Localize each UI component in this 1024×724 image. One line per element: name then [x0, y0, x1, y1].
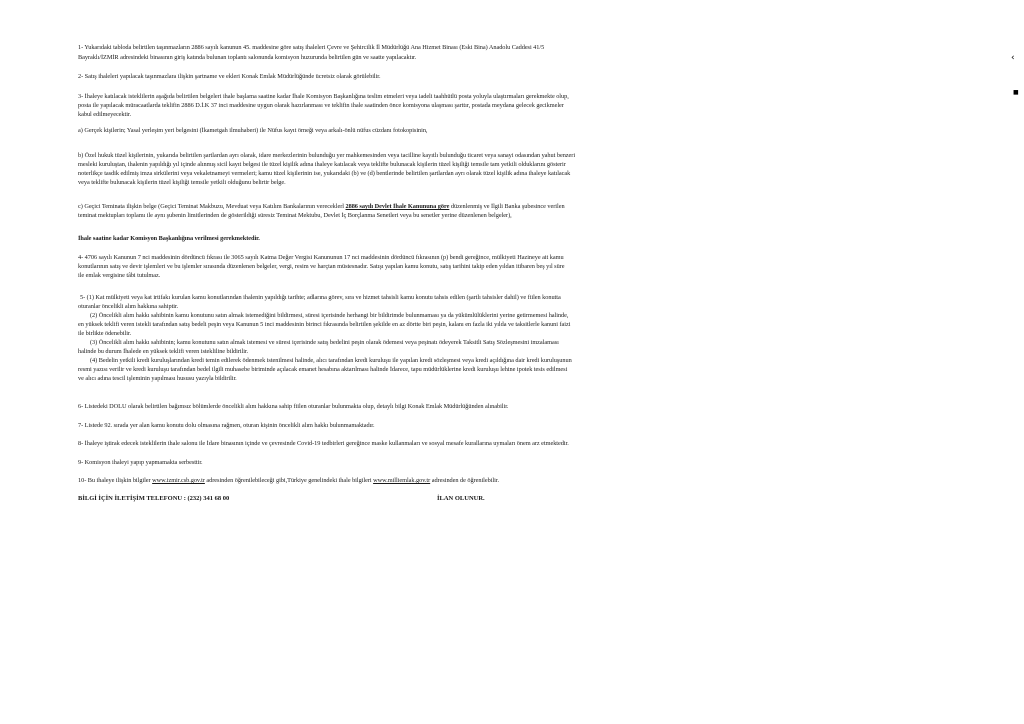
paragraph-7: 7- Listede 92. sırada yer alan kamu konutu dolu olmasına rağmen, oturan kişinin öncelikli alım hakkı bulunmamaktadır.	[78, 422, 375, 429]
paragraph-3-line-1: 3- İhaleye katılacak isteklilerin aşağıda belirtilen belgeleri ihale başlama saatine kadar İhale Komisyon Başkanlığına teslim etmeleri veya iadeli taahhütlü posta yoluyla ulaştırmaları gerekmekte olup,	[78, 93, 569, 100]
margin-mark-bottom: ■	[1013, 89, 1019, 96]
announcement-closing: İLAN OLUNUR.	[437, 495, 485, 502]
paragraph-8: 8- İhaleye iştirak edecek isteklilerin ihale salonu ile İdare binasının içinde ve çevresinde Covid-19 tedbirleri gereğince maske kullanmaları ve sosyal mesafe kurallarına uymaları önem arz etmektedir.	[78, 440, 569, 447]
paragraph-5-line-8: (4) Bedelin yetkili kredi kuruluşlarından kredi temin edilerek ödenmek istenilmesi halinde, alıcı tarafından kredi kuruluşu ile yapılan kredi sözleşmesi veya kredi açıldığına dair kredi kuruluşunun	[90, 357, 572, 364]
paragraph-5-line-3: (2) Öncelikli alım hakkı sahibinin kamu konutunu satın almak istemediğini bildirmesi, süresi içerisinde herhangi bir bildirimde bulunmaması ya da yükümlülüklerini yerine getirmemesi halinde,	[90, 312, 569, 319]
paragraph-3c-line-1	[78, 203, 938, 211]
paragraph-3-line-2: posta ile yapılacak müracaatlarda teklifin 2886 D.İ.K 37 inci maddesine uygun olarak hazırlanması ve teklifin ihale saatinden önce komisyona ulaşması şarttır, postada meydana gelecek gecikmeler	[78, 102, 564, 109]
law-reference: 2886 sayılı Devlet İhale Kanununa göre	[345, 203, 450, 210]
paragraph-3-line-3: kabul edilmeyecektir.	[78, 111, 132, 118]
paragraph-5-line-10: ve alıcı adına tescil işleminin yapılması hususu yazıyla bildirilir.	[78, 375, 237, 382]
paragraph-3c-text: c) Geçici Teminata ilişkin belge (Geçici Teminat Makbuzu, Mevduat veya Katılım Bankalarının vereceklerl	[78, 203, 346, 210]
paragraph-2: 2- Satış ihaleleri yapılacak taşınmazlara ilişkin şartname ve ekleri Konak Emlak Müdürlüğünde ücretsiz olarak görülebilir.	[78, 73, 381, 80]
paragraph-4-line-2: konutlarının satış ve devir işlemleri ve bu işlemler sırasında düzenlenen belgeler, vergi, resim ve harçtan müstesnadır. Satışı yapılan kamu konutu, satış tarihini takip eden yıldan itibaren beş yıl süre	[78, 263, 565, 270]
paragraph-3b-line-4: veya teklifte bulunacak kişilerin tüzel kişiliği temsile yetkili olduğunu belirtir belge.	[78, 179, 286, 186]
paragraph-3c-text-end: düzenlenmiş ve İlgili Banka şubesince verilen	[449, 203, 565, 210]
paragraph-10-text-mid: adresinden öğrenilebileceği gibi,Türkiye genelindeki ihale bilgileri	[204, 477, 374, 484]
paragraph-6: 6- Listedeki DOLU olarak belirtilen bağımsız bölümlerde öncelikli alım hakkına sahip fiilen oturanlar bulunmakta olup, detaylı bilgi Konak Emlak Müdürlüğünden alınabilir.	[78, 403, 509, 410]
paragraph-9: 9- Komisyon ihaleyi yapıp yapmamakta serbesttir.	[78, 459, 203, 466]
paragraph-4-line-3: ile emlak vergisine tâbi tutulmaz.	[78, 272, 161, 279]
milliemlak-link[interactable]: www.milliemlak.gov.tr	[373, 477, 431, 484]
paragraph-1-line-1: 1- Yukarıdaki tabloda belirtilen taşınmazların 2886 sayılı kanunun 45. maddesine göre satış ihaleleri Çevre ve Şehircilik İl Müdürlüğü Ana Hizmet Binası (Eski Bina) Anadolu Caddesi 41/5	[78, 44, 545, 51]
paragraph-3b-line-1: b) Özel hukuk tüzel kişilerinin, yukarıda belirtilen şartlardan ayrı olarak, idare merkezlerinin bulunduğu yer mahkemesinden veya tacilline kayıtlı bulunduğu ticaret veya sanayi odasından yahut benzeri	[78, 152, 576, 159]
izmir-csb-link[interactable]: www.izmir.csb.gov.tr	[152, 477, 205, 484]
margin-mark-top: ‹	[1011, 53, 1015, 63]
paragraph-10	[78, 477, 938, 485]
paragraph-3c-line-2: teminat mektupları toplamı ile aynı şubenin limitlerinden de gösterildiği süresiz Teminat Mektubu, Devlet İç Borçlanma Senetleri veya bu senetler yerine düzenlenen belgeler),	[78, 212, 512, 219]
paragraph-3b-line-2: mesleki kuruluştan, ihalenin yapıldığı yıl içinde alınmış sicil kayıt belgesi ile tüzel kişilik adına ihaleye katılacak veya teklifte bulunacak kişilerin tüzel kişiliği temsile tam yetkili olduklarını gösterir	[78, 161, 566, 168]
contact-phone: BİLGİ İÇİN İLETİŞİM TELEFONU : (232) 341 68 00	[78, 495, 230, 502]
paragraph-3b-line-3: noterlikçe tasdik edilmiş imza sirkülerini veya vekaletnameyi vermeleri; kamu tüzel kişilerinin ise, yukarıdaki (b) ve (d) bentlerinde belirtilen şartlardan ayrı olarak tüzel kişilik adına ihaleye katılacak	[78, 170, 571, 177]
paragraph-1-line-2: Bayraklı/İZMİR adresindeki binasının giriş katında bulunan toplantı salonunda komisyon huzurunda belirtilen gün ve saatte yapılacaktır.	[78, 54, 417, 61]
paragraph-5-line-9: resmi yazısı verilir ve kredi kuruluşu tarafından bedel ilgili muhasebe biriminde açılacak emanet hesabına aktarılması halinde İdarece, tapu müdürlüklerine kredi kuruluşu lehine ipotek tesis edilmesi	[78, 366, 568, 373]
paragraph-5-line-1: 5- (1) Kat mülkiyeti veya kat irtifakı kurulan kamu konutlarından ihalenin yapıldığı tarihte; adlarına görev, sıra ve hizmet tahsisli kamu konutu tahsis edilen (şartlı tahsisler dahil) ve fiilen konutta	[80, 294, 561, 301]
paragraph-5-line-7: halinde bu durum İhalede en yüksek teklifi veren istekliline bildirilir.	[78, 348, 249, 355]
paragraph-5-line-6: (3) Öncelikli alım hakkı sahibinin; kamu konutunu satın almak istemesi ve süresi içerisinde satış bedelini peşin olarak ödemesi veya peşinatı ödeyerek Taksitli Satış Sözleşmesini imzalaması	[90, 339, 559, 346]
paragraph-5-line-5: ile birlikte ödenebilir.	[78, 330, 132, 337]
paragraph-10-text-end: adresinden de öğrenilebilir.	[430, 477, 500, 484]
paragraph-5-line-4: en yüksek teklifi veren istekli tarafından satış bedeli peşin veya Kanunun 5 inci maddesinin birinci fıkrasında belirtilen şekilde en az dörtte biri peşin, kalanı en fazla iki yılda ve taksitlerle kanuni faizi	[78, 321, 571, 328]
paragraph-10-text: 10- Bu ihaleye ilişkin bilgiler	[78, 477, 153, 484]
paragraph-3a: a) Gerçek kişilerin; Yasal yerleşim yeri belgesini (İkametgah ilmuhaberi) ile Nüfus kayıt örneği veya arkalı-önlü nüfus cüzdanı fotokopisinin,	[78, 127, 428, 134]
paragraph-4-line-1: 4- 4706 sayılı Kanunun 7 nci maddesinin dördüncü fıkrası ile 3065 sayılı Katma Değer Vergisi Kanununun 17 nci maddesinin dördüncü fıkrasının (p) bendi gereğince, mülkiyeti Hazineye ait kamu	[78, 254, 564, 261]
paragraph-3-note: İhale saatine kadar Komisyon Başkanlığına verilmesi gerekmektedir.	[78, 235, 260, 242]
paragraph-5-line-2: oturanlar öncelikli alım hakkına sahiptir.	[78, 303, 179, 310]
